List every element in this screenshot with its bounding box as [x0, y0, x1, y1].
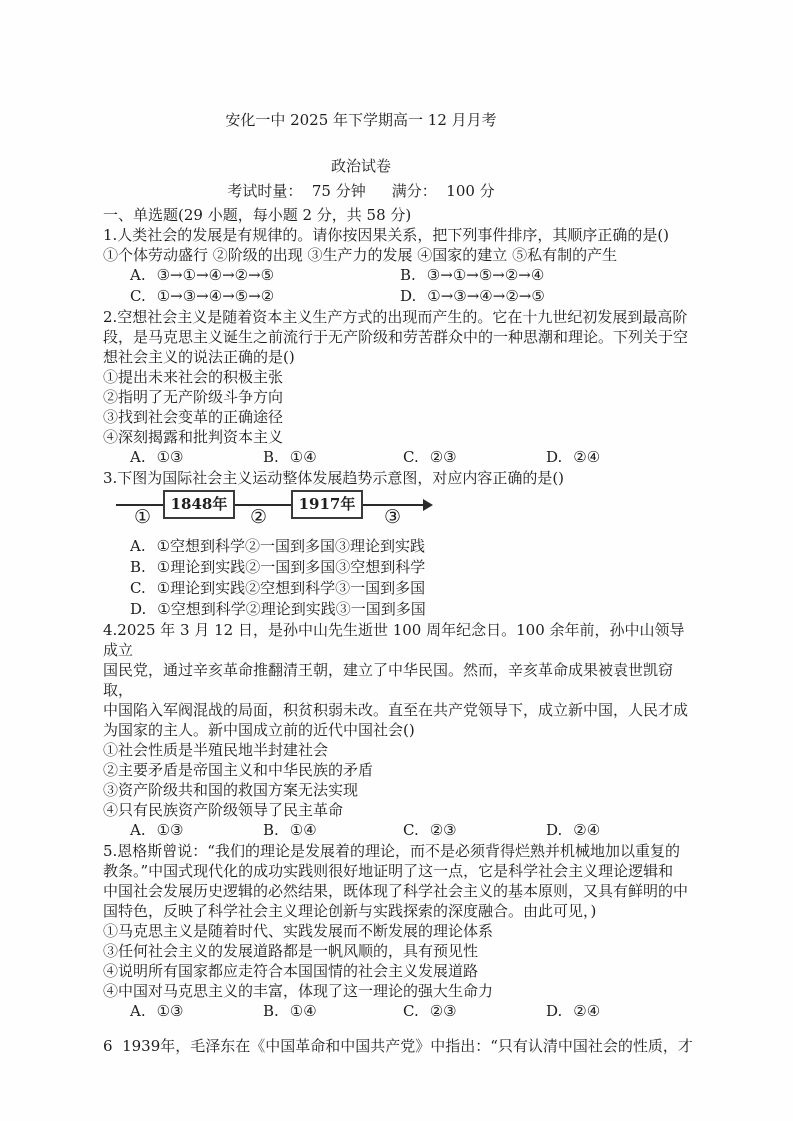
option-d: D. ①→③→④→②→⑤: [400, 287, 545, 305]
question-5-stem-line: 国特色，反映了科学社会主义理论创新与实践探索的深度融合。由此可见，): [103, 902, 597, 920]
question-5-stem-line: 中国社会发展历史逻辑的必然结果，既体现了科学社会主义的基本原则，又具有鲜明的中: [103, 882, 689, 900]
option-b: B. ①理论到实践②一国到多国③空想到科学: [130, 558, 426, 576]
question-4-stem-line: 为国家的主人。新中国成立前的近代中国社会(): [103, 721, 415, 739]
question-2-item: ④深刻揭露和批判资本主义: [103, 428, 284, 446]
question-2-stem-line: 想社会主义的说法正确的是(): [103, 348, 295, 366]
exam-duration: 考试时量： 75 分钟: [227, 182, 366, 200]
question-5-item: ③任何社会主义的发展道路都是一帆风顺的，具有预见性: [103, 942, 479, 960]
question-3-stem: 3.下图为国际社会主义运动整体发展趋势示意图，对应内容正确的是(): [103, 469, 565, 487]
question-2-item: ①提出未来社会的积极主张: [103, 368, 284, 386]
segment-label-3: ③: [384, 506, 402, 528]
question-2-item: ②指明了无产阶级斗争方向: [103, 388, 284, 406]
question-4-item: ①社会性质是半殖民地半封建社会: [103, 741, 329, 759]
question-2-stem-line: 2.空想社会主义是随着资本主义生产方式的出现而产生的。它在十九世纪初发展到最高阶: [103, 308, 688, 326]
question-1-items: ①个体劳动盛行 ②阶级的出现 ③生产力的发展 ④国家的建立 ⑤私有制的产生: [103, 246, 618, 264]
arrowhead-icon: [423, 499, 433, 511]
option-a: A. ①③: [130, 448, 184, 466]
question-4-stem-line: 中国陷入军阀混战的局面，积贫积弱未改。直至在共产党领导下，成立新中国，人民才成: [103, 701, 689, 719]
segment-label-1: ①: [134, 506, 152, 528]
question-2-item: ③找到社会变革的正确途径: [103, 408, 284, 426]
question-5-options-row: [103, 1001, 695, 1022]
year-box-1848: 1848年: [163, 490, 235, 519]
question-3: [103, 468, 695, 620]
question-5-stem-line: 教条。”中国式现代化的成功实践则很好地证明了这一点，它是科学社会主义理论逻辑和: [103, 862, 674, 880]
exam-total-score: 满分： 100 分: [391, 182, 495, 200]
doc-title: 安化一中 2025 年下学期高一 12 月月考: [225, 111, 497, 129]
question-1-options-row-2: [103, 286, 695, 307]
question-4-stem-line: 国民党，通过辛亥革命推翻清王朝，建立了中华民国。然而，辛亥革命成果被袁世凯窃取，: [103, 661, 674, 699]
segment-label-2: ②: [250, 506, 268, 528]
question-4: [103, 620, 695, 841]
option-c: C. ①理论到实践②空想到科学③一国到多国: [130, 579, 426, 597]
option-c: C. ②③: [403, 1002, 457, 1020]
option-c: C. ②③: [403, 448, 457, 466]
exam-content: [103, 110, 695, 1056]
question-5: [103, 841, 695, 1022]
question-5-item: ①马克思主义是随着时代、实践发展而不断发展的理论体系: [103, 922, 494, 940]
question-1: [103, 225, 695, 307]
option-d: D. ②④: [546, 1002, 601, 1020]
option-a: A. ①空想到科学②一国到多国③理论到实践: [130, 537, 426, 555]
option-a: A. ①③: [130, 821, 184, 839]
question-2-options-row: [103, 447, 695, 468]
option-a: A. ③→①→④→②→⑤: [130, 266, 275, 284]
option-b: B. ③→①→⑤→②→④: [400, 266, 545, 284]
question-4-item: ③资产阶级共和国的救国方案无法实现: [103, 781, 359, 799]
question-4-item: ②主要矛盾是帝国主义和中华民族的矛盾: [103, 761, 374, 779]
option-b: B. ①④: [263, 821, 317, 839]
question-1-stem: 1.人类社会的发展是有规律的。请你按因果关系，把下列事件排序，其顺序正确的是(): [103, 226, 670, 244]
exam-meta: [103, 181, 619, 201]
question-4-stem-line: 4.2025 年 3 月 12 日，是孙中山先生逝世 100 周年纪念日。100 余年前，孙中山领导成立: [103, 621, 685, 659]
question-1-options-row-1: [103, 265, 695, 286]
option-b: B. ①④: [263, 448, 317, 466]
question-2: [103, 307, 695, 468]
question-5-item: ④说明所有国家都应走符合本国国情的社会主义发展道路: [103, 962, 479, 980]
question-6: [103, 1036, 695, 1056]
section-heading: 一、单选题(29 小题，每小题 2 分，共 58 分): [103, 206, 412, 224]
option-b: B. ①④: [263, 1002, 317, 1020]
question-5-stem-line: 5.恩格斯曾说：“我们的理论是发展着的理论，而不是必须背得烂熟并机械地加以重复的: [103, 842, 680, 860]
option-d: D. ②④: [546, 821, 601, 839]
doc-subtitle: 政治试卷: [330, 157, 391, 175]
option-a: A. ①③: [130, 1002, 184, 1020]
question-4-options-row: [103, 820, 695, 841]
question-2-stem-line: 段，是马克思主义诞生之前流行于无产阶级和劳苦群众中的一种思潮和理论。下列关于空: [103, 328, 689, 346]
option-c: C. ①→③→④→⑤→②: [130, 287, 275, 305]
question-6-stem: 6 1939年，毛泽东在《中国革命和中国共产党》中指出：“只有认清中国社会的性质，才: [103, 1037, 693, 1055]
timeline-diagram: [103, 490, 695, 536]
option-d: D. ②④: [546, 448, 601, 466]
question-5-item: ④中国对马克思主义的丰富，体现了这一理论的强大生命力: [103, 982, 494, 1000]
question-4-item: ④只有民族资产阶级领导了民主革命: [103, 801, 344, 819]
option-d: D. ①空想到科学②理论到实践③一国到多国: [130, 600, 426, 618]
option-c: C. ②③: [403, 821, 457, 839]
year-box-1917: 1917年: [291, 490, 363, 519]
